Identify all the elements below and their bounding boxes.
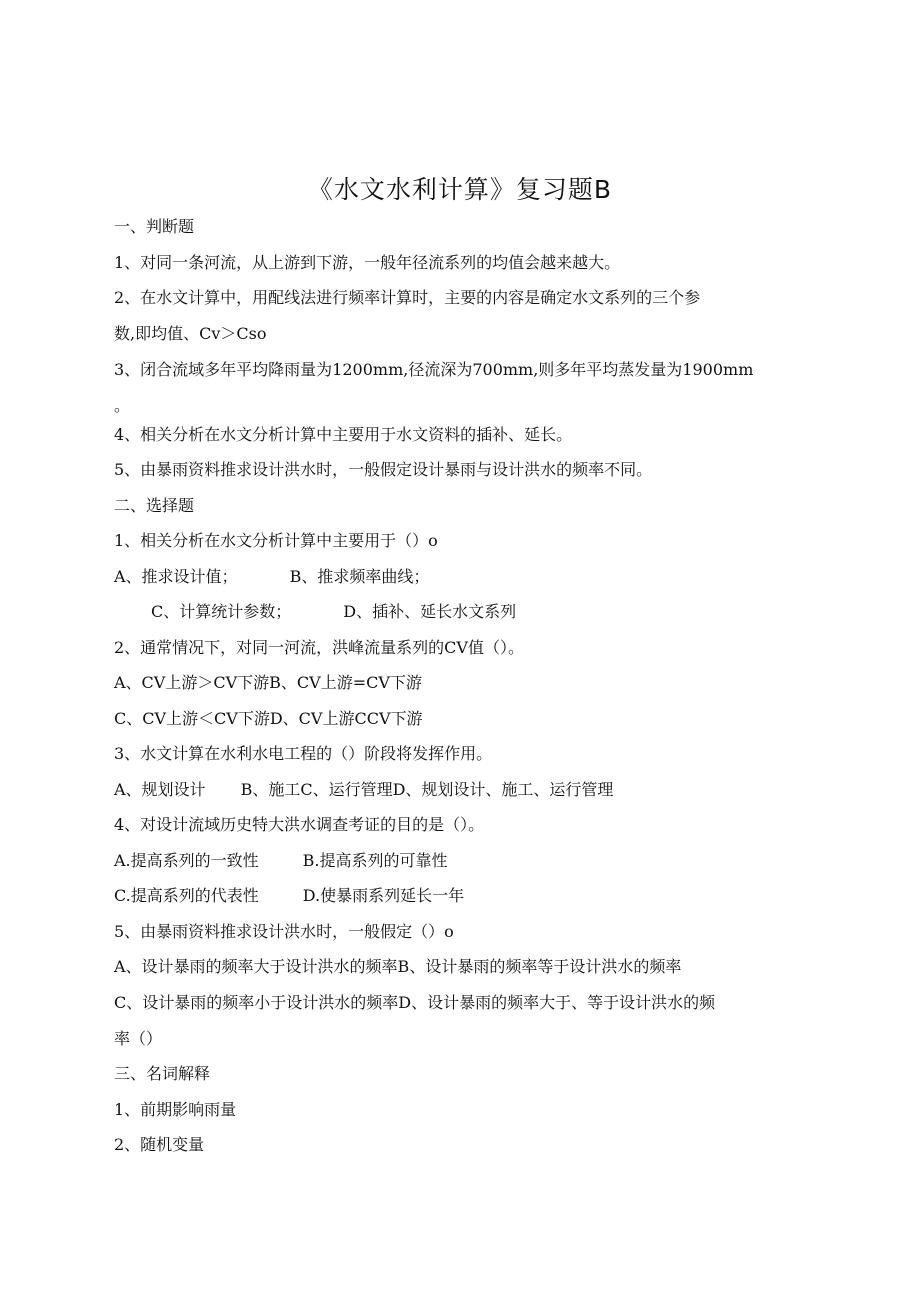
judge-question-2-line2: 数,即均值、Cv＞Cso — [114, 324, 267, 343]
choice-question-5-options-cd-line2: 率（） — [114, 1028, 163, 1048]
judge-question-1: 1、对同一条河流，从上游到下游，一般年径流系列的均值会越来越大。 — [114, 252, 621, 272]
choice-question-5-options-cd-line1: C、设计暴雨的频率小于设计洪水的频率D、设计暴雨的频率大于、等于设计洪水的频 — [114, 992, 716, 1012]
choice-question-4: 4、对设计流域历史特大洪水调查考证的目的是（）。 — [114, 815, 485, 834]
option-bcd: B、施工C、运行管理D、规划设计、施工、运行管理 — [240, 779, 614, 799]
choice-question-5-options-ab: A、设计暴雨的频率大于设计洪水的频率B、设计暴雨的频率等于设计洪水的频率 — [114, 957, 682, 976]
judge-question-3-line1: 3、闭合流域多年平均降雨量为1200mm,径流深为700mm,则多年平均蒸发量为1900mm — [114, 359, 754, 379]
option-d: D、插补、延长水文系列 — [343, 602, 517, 621]
choice-question-4-options-cd — [114, 883, 814, 919]
choice-question-5: 5、由暴雨资料推求设计洪水时，一般假定（）o — [114, 921, 454, 941]
option-d: D.使暴雨系列延长一年 — [302, 886, 465, 905]
choice-question-1-options-cd — [114, 599, 814, 635]
term-2: 2、随机变量 — [114, 1135, 205, 1154]
option-a: A、规划设计 — [114, 779, 206, 799]
section-heading-judge: 一、判断题 — [114, 217, 195, 236]
choice-question-2: 2、通常情况下，对同一河流，洪峰流量系列的CV值（）。 — [114, 637, 524, 657]
section-heading-choice: 二、选择题 — [114, 495, 195, 515]
choice-question-2-options-cd: C、CV上游＜CV下游D、CV上游CCV下游 — [114, 708, 423, 728]
document-title: 《水文水利计算》复习题B — [307, 175, 613, 204]
option-c: C.提高系列的代表性 — [114, 886, 259, 905]
option-b: B.提高系列的可靠性 — [302, 850, 448, 870]
section-heading-terms: 三、名词解释 — [114, 1064, 211, 1083]
judge-question-5: 5、由暴雨资料推求设计洪水时，一般假定设计暴雨与设计洪水的频率不同。 — [114, 460, 653, 479]
judge-question-3-line2: 。 — [114, 395, 131, 415]
judge-question-4: 4、相关分析在水文分析计算中主要用于水文资料的插补、延长。 — [114, 424, 573, 444]
choice-question-1-options-ab — [114, 564, 814, 600]
choice-question-2-options-ab: A、CV上游＞CV下游B、CV上游=CV下游 — [114, 673, 422, 692]
judge-question-2-line1: 2、在水文计算中，用配线法进行频率计算时，主要的内容是确定水文系列的三个参 — [114, 288, 701, 307]
choice-question-3-options — [114, 777, 814, 813]
term-1: 1、前期影响雨量 — [114, 1099, 237, 1119]
option-a: A.提高系列的一致性 — [114, 850, 259, 870]
option-c: C、计算统计参数； — [151, 602, 292, 621]
option-a: A、推求设计值； — [114, 566, 238, 586]
document-content — [114, 214, 814, 1168]
option-b: B、推求频率曲线； — [289, 566, 430, 586]
choice-question-1: 1、相关分析在水文分析计算中主要用于（）o — [114, 531, 438, 550]
choice-question-3: 3、水文计算在水利水电工程的（）阶段将发挥作用。 — [114, 744, 493, 763]
choice-question-4-options-ab — [114, 848, 814, 884]
